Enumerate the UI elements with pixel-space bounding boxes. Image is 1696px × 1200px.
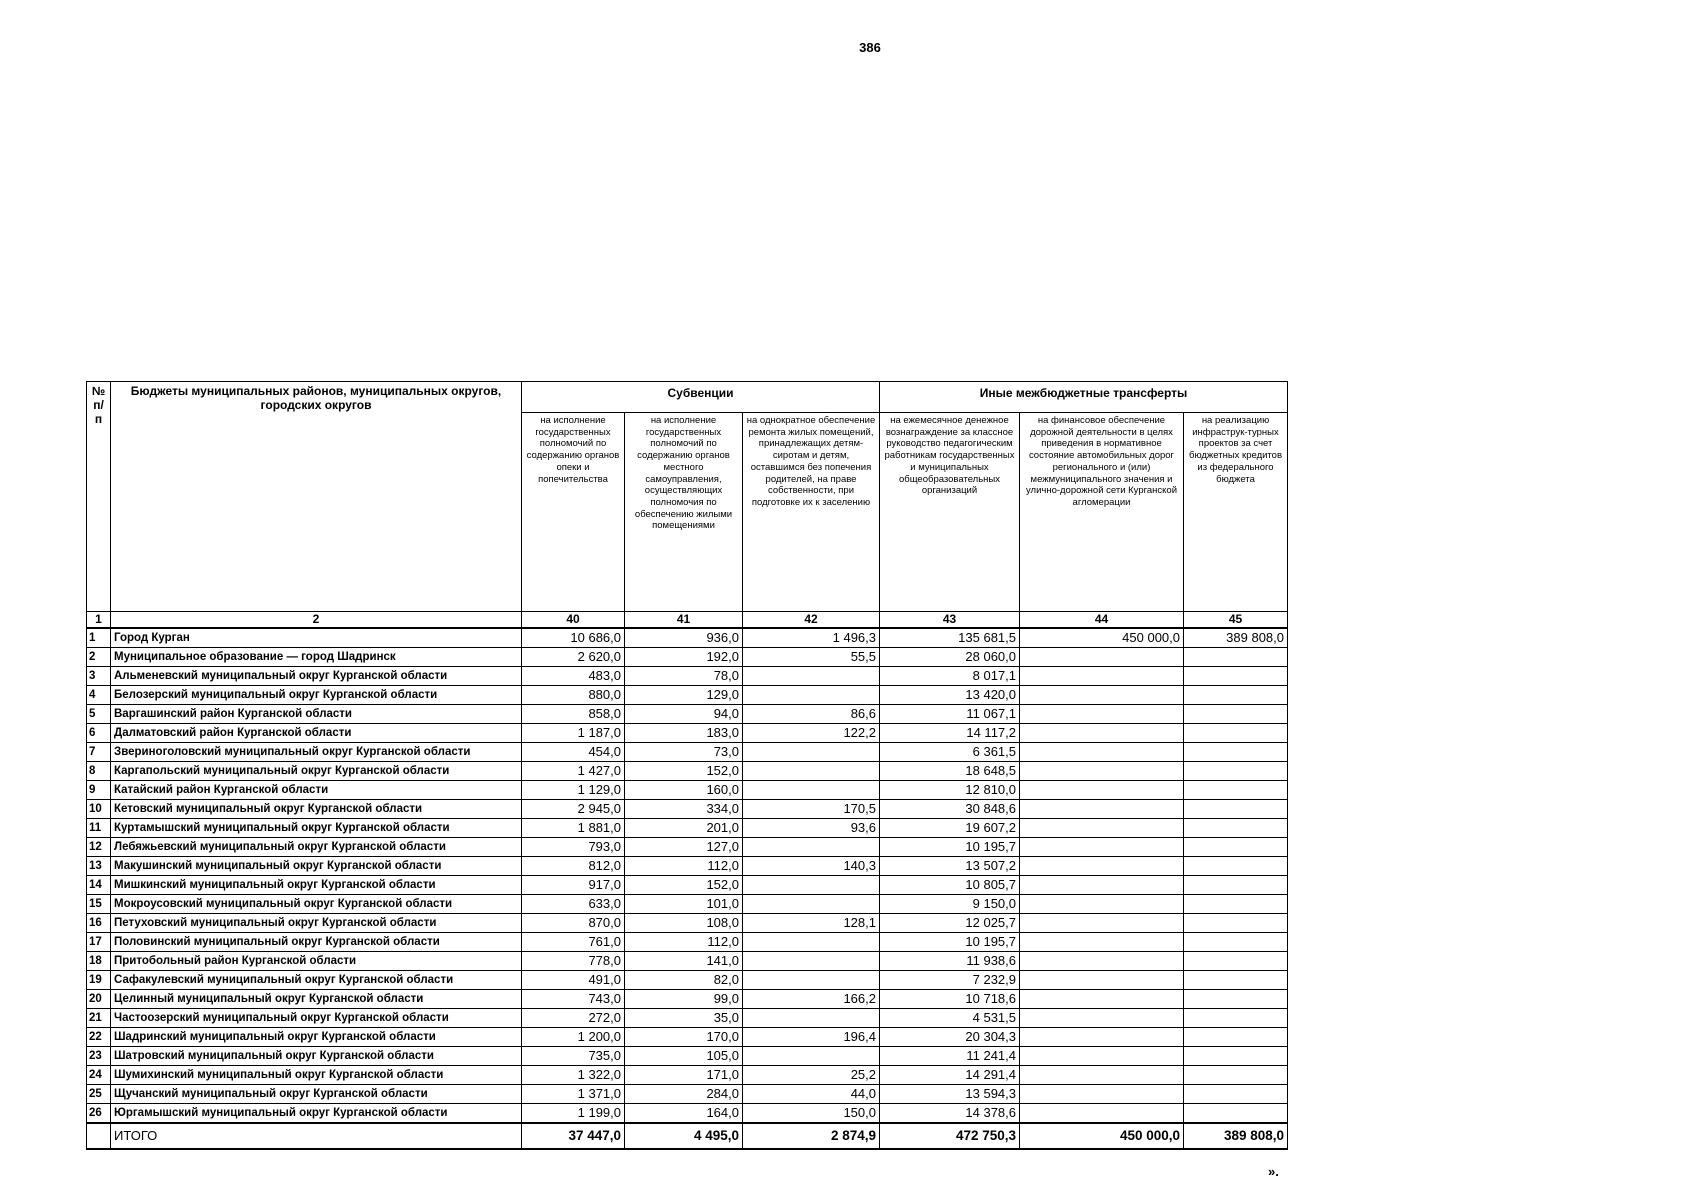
value-42: 55,5 (743, 648, 880, 667)
value-43: 18 648,5 (880, 762, 1020, 781)
value-44 (1020, 667, 1184, 686)
value-43: 14 291,4 (880, 1066, 1020, 1085)
value-45 (1184, 914, 1288, 933)
value-42 (743, 762, 880, 781)
value-43: 8 017,1 (880, 667, 1020, 686)
value-41: 78,0 (625, 667, 743, 686)
table-row (87, 667, 1288, 686)
value-42 (743, 1009, 880, 1028)
value-44 (1020, 705, 1184, 724)
row-number: 12 (87, 838, 111, 857)
budget-name: Куртамышский муниципальный округ Курганской области (111, 819, 522, 838)
table-row (87, 1085, 1288, 1104)
value-41: 936,0 (625, 628, 743, 648)
row-number: 6 (87, 724, 111, 743)
value-45 (1184, 933, 1288, 952)
value-43: 11 938,6 (880, 952, 1020, 971)
value-45 (1184, 686, 1288, 705)
value-42: 140,3 (743, 857, 880, 876)
total-value-44: 450 000,0 (1020, 1123, 1184, 1149)
budget-name: Звериноголовский муниципальный округ Курганской области (111, 743, 522, 762)
value-44 (1020, 1009, 1184, 1028)
budget-name: Макушинский муниципальный округ Курганской области (111, 857, 522, 876)
budget-name: Шадринский муниципальный округ Курганской области (111, 1028, 522, 1047)
header-col-45: на реализацию инфраструк-турных проектов за счет бюджетных кредитов из федерального бюджета (1184, 413, 1288, 612)
row-number: 2 (87, 648, 111, 667)
row-number: 10 (87, 800, 111, 819)
value-44 (1020, 743, 1184, 762)
header-col-44: на финансовое обеспечение дорожной деятельности в целях приведения в нормативное состояние автомобильных дорог регионального и (или) межмуниципального значения и улично-дорожной сети Курганской агломерации (1020, 413, 1184, 612)
header-col-42: на однократное обеспечение ремонта жилых помещений, принадлежащих детям-сиротам и детям, оставшимся без попечения родителей, на праве собственности, при подготовке их к заселению (743, 413, 880, 612)
value-42: 122,2 (743, 724, 880, 743)
table-row (87, 876, 1288, 895)
value-44 (1020, 1047, 1184, 1066)
budget-name: Половинский муниципальный округ Курганской области (111, 933, 522, 952)
budget-name: Шумихинский муниципальный округ Курганской области (111, 1066, 522, 1085)
header-row-groups (87, 382, 1288, 413)
table-row (87, 781, 1288, 800)
value-42 (743, 895, 880, 914)
table-row (87, 914, 1288, 933)
value-41: 171,0 (625, 1066, 743, 1085)
budget-table (86, 381, 1288, 1150)
value-40: 483,0 (522, 667, 625, 686)
column-number: 41 (625, 612, 743, 629)
value-40: 793,0 (522, 838, 625, 857)
row-number: 8 (87, 762, 111, 781)
table-row (87, 1104, 1288, 1124)
value-41: 99,0 (625, 990, 743, 1009)
table-row (87, 971, 1288, 990)
row-number: 7 (87, 743, 111, 762)
value-44 (1020, 781, 1184, 800)
value-42: 1 496,3 (743, 628, 880, 648)
row-number: 17 (87, 933, 111, 952)
value-43: 13 507,2 (880, 857, 1020, 876)
value-44 (1020, 933, 1184, 952)
value-40: 1 322,0 (522, 1066, 625, 1085)
budget-name: Мишкинский муниципальный округ Курганской области (111, 876, 522, 895)
value-41: 105,0 (625, 1047, 743, 1066)
row-number: 16 (87, 914, 111, 933)
value-41: 108,0 (625, 914, 743, 933)
header-budget-name: Бюджеты муниципальных районов, муниципальных округов, городских округов (111, 382, 522, 612)
value-43: 28 060,0 (880, 648, 1020, 667)
budget-name: Шатровский муниципальный округ Курганской области (111, 1047, 522, 1066)
total-value-40: 37 447,0 (522, 1123, 625, 1149)
header-other-transfers: Иные межбюджетные трансферты (880, 382, 1288, 413)
value-42: 166,2 (743, 990, 880, 1009)
value-40: 10 686,0 (522, 628, 625, 648)
value-43: 30 848,6 (880, 800, 1020, 819)
total-value-45: 389 808,0 (1184, 1123, 1288, 1149)
table-row (87, 762, 1288, 781)
row-number: 4 (87, 686, 111, 705)
column-number: 1 (87, 612, 111, 629)
total-value-42: 2 874,9 (743, 1123, 880, 1149)
value-42: 150,0 (743, 1104, 880, 1124)
value-42: 170,5 (743, 800, 880, 819)
value-45 (1184, 971, 1288, 990)
value-43: 12 025,7 (880, 914, 1020, 933)
table-body (87, 382, 1288, 1150)
value-43: 135 681,5 (880, 628, 1020, 648)
header-col-41: на исполнение государственных полномочий по содержанию органов местного самоуправления, осуществляющих полномочия по обеспечению жилыми помещениями (625, 413, 743, 612)
value-42: 196,4 (743, 1028, 880, 1047)
value-43: 11 241,4 (880, 1047, 1020, 1066)
value-40: 880,0 (522, 686, 625, 705)
row-number: 15 (87, 895, 111, 914)
value-44 (1020, 876, 1184, 895)
value-45 (1184, 1066, 1288, 1085)
value-44 (1020, 686, 1184, 705)
value-41: 101,0 (625, 895, 743, 914)
value-42 (743, 686, 880, 705)
value-44 (1020, 819, 1184, 838)
row-number: 11 (87, 819, 111, 838)
closing-quote: ». (1268, 1164, 1279, 1179)
value-44 (1020, 724, 1184, 743)
value-43: 10 195,7 (880, 933, 1020, 952)
row-number: 18 (87, 952, 111, 971)
value-44 (1020, 838, 1184, 857)
row-number: 5 (87, 705, 111, 724)
header-subventions: Субвенции (522, 382, 880, 413)
column-number: 44 (1020, 612, 1184, 629)
value-42 (743, 743, 880, 762)
header-col-40: на исполнение государственных полномочий по содержанию органов опеки и попечительства (522, 413, 625, 612)
value-43: 13 594,3 (880, 1085, 1020, 1104)
value-45 (1184, 857, 1288, 876)
value-43: 20 304,3 (880, 1028, 1020, 1047)
budget-name: Далматовский район Курганской области (111, 724, 522, 743)
value-44 (1020, 857, 1184, 876)
budget-name: Частоозерский муниципальный округ Курганской области (111, 1009, 522, 1028)
table-row (87, 686, 1288, 705)
value-40: 1 427,0 (522, 762, 625, 781)
value-43: 12 810,0 (880, 781, 1020, 800)
value-42 (743, 1047, 880, 1066)
value-44 (1020, 1085, 1184, 1104)
value-45: 389 808,0 (1184, 628, 1288, 648)
value-40: 812,0 (522, 857, 625, 876)
value-43: 10 195,7 (880, 838, 1020, 857)
row-number: 3 (87, 667, 111, 686)
value-43: 9 150,0 (880, 895, 1020, 914)
row-number: 19 (87, 971, 111, 990)
row-number: 22 (87, 1028, 111, 1047)
budget-name: Притобольный район Курганской области (111, 952, 522, 971)
row-number: 9 (87, 781, 111, 800)
value-41: 164,0 (625, 1104, 743, 1124)
total-value-43: 472 750,3 (880, 1123, 1020, 1149)
value-41: 192,0 (625, 648, 743, 667)
value-41: 201,0 (625, 819, 743, 838)
value-41: 35,0 (625, 1009, 743, 1028)
value-41: 127,0 (625, 838, 743, 857)
total-row-number (87, 1123, 111, 1149)
column-number-row (87, 612, 1288, 629)
value-43: 14 117,2 (880, 724, 1020, 743)
value-43: 13 420,0 (880, 686, 1020, 705)
value-45 (1184, 781, 1288, 800)
value-40: 491,0 (522, 971, 625, 990)
value-41: 94,0 (625, 705, 743, 724)
value-41: 152,0 (625, 762, 743, 781)
value-44 (1020, 971, 1184, 990)
value-42 (743, 838, 880, 857)
table-row (87, 1047, 1288, 1066)
budget-name: Катайский район Курганской области (111, 781, 522, 800)
value-40: 778,0 (522, 952, 625, 971)
value-40: 761,0 (522, 933, 625, 952)
value-44 (1020, 762, 1184, 781)
value-45 (1184, 705, 1288, 724)
value-43: 4 531,5 (880, 1009, 1020, 1028)
row-number: 1 (87, 628, 111, 648)
value-45 (1184, 895, 1288, 914)
value-44 (1020, 952, 1184, 971)
value-40: 870,0 (522, 914, 625, 933)
value-44 (1020, 1104, 1184, 1124)
header-col-43: на ежемесячное денежное вознаграждение за классное руководство педагогическим работникам государственных и муниципальных общеобразовательных организаций (880, 413, 1020, 612)
value-45 (1184, 1085, 1288, 1104)
table-row (87, 857, 1288, 876)
row-number: 26 (87, 1104, 111, 1124)
table-row (87, 819, 1288, 838)
row-number: 25 (87, 1085, 111, 1104)
value-45 (1184, 1047, 1288, 1066)
value-40: 1 200,0 (522, 1028, 625, 1047)
row-number: 21 (87, 1009, 111, 1028)
value-42 (743, 952, 880, 971)
value-45 (1184, 648, 1288, 667)
row-number: 14 (87, 876, 111, 895)
value-43: 10 718,6 (880, 990, 1020, 1009)
value-44 (1020, 1066, 1184, 1085)
value-44 (1020, 895, 1184, 914)
row-number: 24 (87, 1066, 111, 1085)
value-45 (1184, 800, 1288, 819)
value-40: 1 881,0 (522, 819, 625, 838)
budget-name: Город Курган (111, 628, 522, 648)
table-row (87, 705, 1288, 724)
value-43: 7 232,9 (880, 971, 1020, 990)
value-45 (1184, 819, 1288, 838)
budget-name: Юргамышский муниципальный округ Курганской области (111, 1104, 522, 1124)
column-number: 45 (1184, 612, 1288, 629)
value-42 (743, 876, 880, 895)
value-41: 112,0 (625, 933, 743, 952)
value-42 (743, 933, 880, 952)
value-45 (1184, 1009, 1288, 1028)
value-40: 743,0 (522, 990, 625, 1009)
table-row (87, 628, 1288, 648)
column-number: 40 (522, 612, 625, 629)
value-41: 170,0 (625, 1028, 743, 1047)
value-42 (743, 781, 880, 800)
budget-name: Целинный муниципальный округ Курганской области (111, 990, 522, 1009)
budget-name: Петуховский муниципальный округ Курганской области (111, 914, 522, 933)
table-row (87, 838, 1288, 857)
value-45 (1184, 743, 1288, 762)
budget-name: Альменевский муниципальный округ Курганской области (111, 667, 522, 686)
value-43: 19 607,2 (880, 819, 1020, 838)
value-43: 6 361,5 (880, 743, 1020, 762)
value-41: 129,0 (625, 686, 743, 705)
value-41: 160,0 (625, 781, 743, 800)
value-43: 10 805,7 (880, 876, 1020, 895)
value-42: 25,2 (743, 1066, 880, 1085)
table-row (87, 933, 1288, 952)
table-row (87, 800, 1288, 819)
value-42 (743, 971, 880, 990)
table-row (87, 1009, 1288, 1028)
value-42: 93,6 (743, 819, 880, 838)
column-number: 2 (111, 612, 522, 629)
value-43: 11 067,1 (880, 705, 1020, 724)
value-40: 735,0 (522, 1047, 625, 1066)
value-40: 633,0 (522, 895, 625, 914)
table-row (87, 895, 1288, 914)
value-41: 284,0 (625, 1085, 743, 1104)
budget-name: Белозерский муниципальный округ Курганской области (111, 686, 522, 705)
value-41: 141,0 (625, 952, 743, 971)
table-row (87, 1066, 1288, 1085)
value-45 (1184, 724, 1288, 743)
value-43: 14 378,6 (880, 1104, 1020, 1124)
value-42: 44,0 (743, 1085, 880, 1104)
value-44 (1020, 990, 1184, 1009)
budget-name: Щучанский муниципальный округ Курганской области (111, 1085, 522, 1104)
row-number: 23 (87, 1047, 111, 1066)
budget-name: Кетовский муниципальный округ Курганской области (111, 800, 522, 819)
value-40: 858,0 (522, 705, 625, 724)
header-num: № п/п (87, 382, 111, 612)
value-40: 1 371,0 (522, 1085, 625, 1104)
row-number: 20 (87, 990, 111, 1009)
value-44 (1020, 648, 1184, 667)
value-44 (1020, 1028, 1184, 1047)
budget-name: Мокроусовский муниципальный округ Курганской области (111, 895, 522, 914)
value-45 (1184, 1028, 1288, 1047)
budget-name: Каргапольский муниципальный округ Курганской области (111, 762, 522, 781)
value-40: 1 129,0 (522, 781, 625, 800)
value-44: 450 000,0 (1020, 628, 1184, 648)
value-40: 1 187,0 (522, 724, 625, 743)
row-number: 13 (87, 857, 111, 876)
value-41: 112,0 (625, 857, 743, 876)
value-44 (1020, 914, 1184, 933)
value-44 (1020, 800, 1184, 819)
table-row (87, 952, 1288, 971)
value-45 (1184, 990, 1288, 1009)
value-45 (1184, 1104, 1288, 1124)
value-42: 86,6 (743, 705, 880, 724)
table-row (87, 724, 1288, 743)
table-row (87, 1028, 1288, 1047)
value-40: 1 199,0 (522, 1104, 625, 1124)
value-40: 917,0 (522, 876, 625, 895)
budget-name: Лебяжьевский муниципальный округ Курганской области (111, 838, 522, 857)
value-40: 2 620,0 (522, 648, 625, 667)
page-number: 386 (859, 40, 881, 55)
total-row (87, 1123, 1288, 1149)
value-41: 152,0 (625, 876, 743, 895)
value-45 (1184, 762, 1288, 781)
value-40: 454,0 (522, 743, 625, 762)
budget-name: Варгашинский район Курганской области (111, 705, 522, 724)
column-number: 43 (880, 612, 1020, 629)
table-row (87, 990, 1288, 1009)
value-45 (1184, 667, 1288, 686)
column-number: 42 (743, 612, 880, 629)
value-45 (1184, 876, 1288, 895)
budget-name: Сафакулевский муниципальный округ Курганской области (111, 971, 522, 990)
table-row (87, 743, 1288, 762)
value-41: 82,0 (625, 971, 743, 990)
value-41: 334,0 (625, 800, 743, 819)
total-value-41: 4 495,0 (625, 1123, 743, 1149)
value-41: 73,0 (625, 743, 743, 762)
value-42: 128,1 (743, 914, 880, 933)
value-45 (1184, 952, 1288, 971)
total-label: ИТОГО (111, 1123, 522, 1149)
budget-name: Муниципальное образование — город Шадринск (111, 648, 522, 667)
value-40: 2 945,0 (522, 800, 625, 819)
table-row (87, 648, 1288, 667)
value-42 (743, 667, 880, 686)
value-41: 183,0 (625, 724, 743, 743)
value-45 (1184, 838, 1288, 857)
value-40: 272,0 (522, 1009, 625, 1028)
